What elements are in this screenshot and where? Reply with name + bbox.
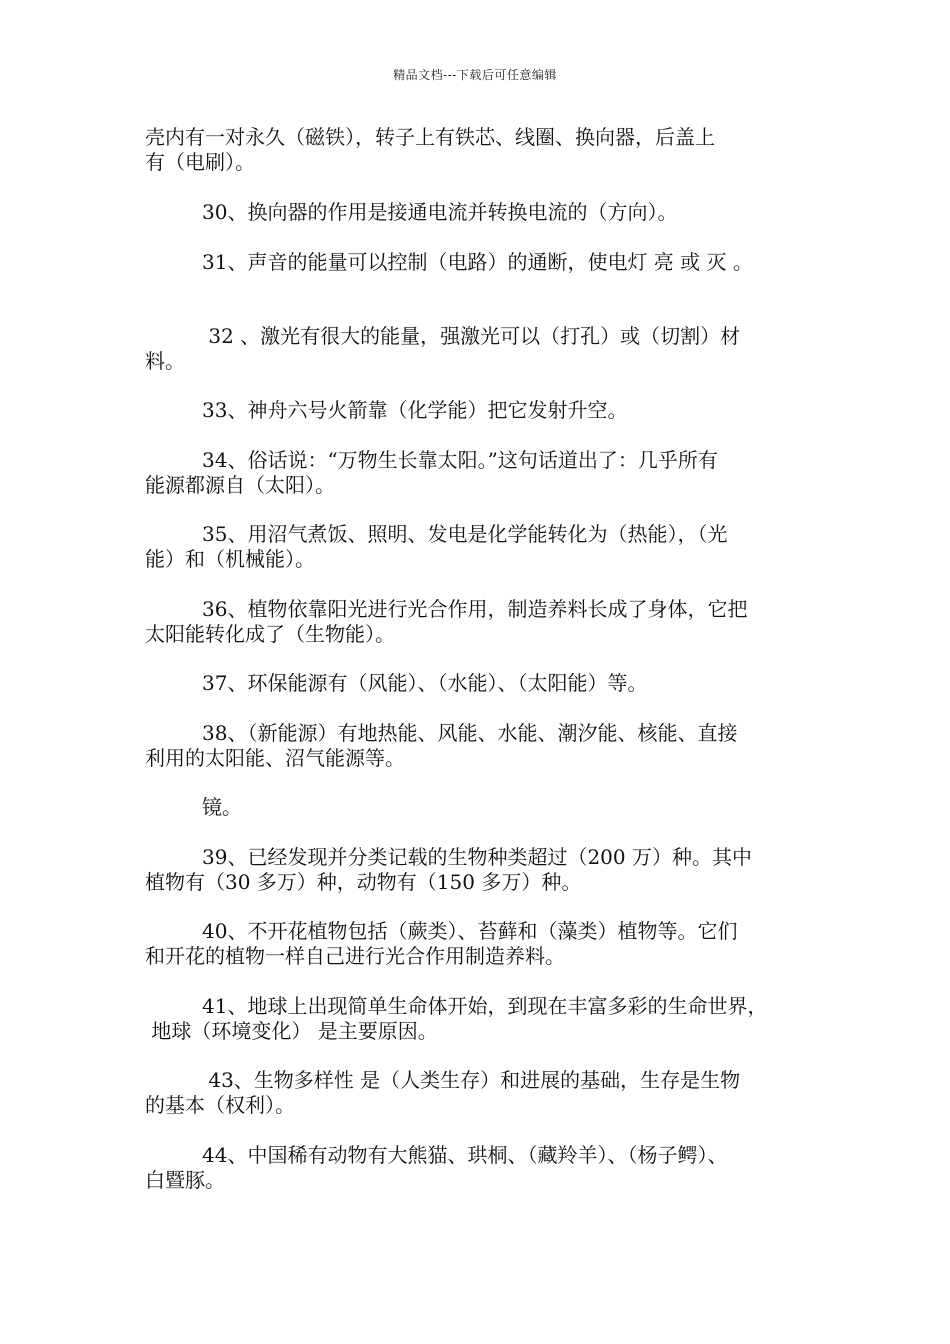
paragraph-33 [145,398,807,423]
paragraph-line: 太阳能转化成了（生物能）。 [145,622,395,646]
paragraph-line: 43、生物多样性 是（人类生存）和进展的基础，生存是生物 [202,1068,741,1092]
paragraph-line: 32 、激光有很大的能量，强激光可以（打孔）或（切割）材 [202,324,741,348]
document-body [145,120,807,1193]
paragraph-line: 38、（新能源）有地热能、风能、水能、潮汐能、核能、直接 [202,721,738,745]
paragraph-36 [145,597,807,647]
paragraph-line: 有（电刷）。 [145,150,255,174]
paragraph-43 [145,1068,807,1118]
paragraph-line: 36、植物依靠阳光进行光合作用，制造养料长成了身体，它把 [202,597,748,621]
paragraph-line: 和开花的植物一样自己进行光合作用制造养料。 [145,944,565,968]
paragraph-line: 能源都源自（太阳）。 [145,473,335,497]
paragraph-line: 40、不开花植物包括（蕨类）、苔藓和（藻类）植物等。它们 [202,919,738,943]
paragraph-line: 41、地球上出现简单生命体开始，到现在丰富多彩的生命世界， [202,994,768,1018]
paragraph-line: 34、俗话说：“万物生长靠太阳。”这句话道出了：几乎所有 [202,448,718,472]
paragraph-40 [145,919,807,969]
paragraph-31 [145,250,807,275]
paragraph-39 [145,845,807,895]
paragraph-line: 地球（环境变化） 是主要原因。 [145,1019,438,1043]
paragraph-41 [145,994,807,1044]
paragraph-35 [145,522,807,572]
paragraph-30 [145,200,807,225]
paragraph-line: 30、换向器的作用是接通电流并转换电流的（方向）。 [202,200,678,224]
paragraph-38 [145,721,807,771]
paragraph-line: 料。 [145,349,185,373]
paragraph-line: 能）和（机械能）。 [145,547,315,571]
paragraph-line: 35、用沼气煮饭、照明、发电是化学能转化为（热能），（光 [202,522,728,546]
paragraph-line: 植物有（30 多万）种，动物有（150 多万）种。 [145,870,582,894]
paragraph-line: 壳内有一对永久（磁铁），转子上有铁芯、线圈、换向器，后盖上 [145,125,715,149]
paragraph-line: 31、声音的能量可以控制（电路）的通断，使电灯 亮 或 灭 。 [202,250,753,274]
paragraph-line: 白暨豚。 [145,1168,225,1192]
paragraph-fragment [145,795,807,820]
paragraph-32 [145,324,807,374]
paragraph-line: 37、环保能源有（风能）、（水能）、（太阳能）等。 [202,671,648,695]
paragraph-37 [145,671,807,696]
paragraph-line: 44、中国稀有动物有大熊猫、珙桐、（藏羚羊）、（杨子鳄）、 [202,1143,728,1167]
paragraph-44 [145,1143,807,1193]
paragraph-line: 利用的太阳能、沼气能源等。 [145,746,405,770]
paragraph-line: 的基本（权利）。 [145,1093,295,1117]
paragraph-34 [145,448,807,498]
page-header: 精品文档---下载后可任意编辑 [393,68,557,82]
paragraph-line: 镜。 [202,795,242,819]
paragraph-motor [145,125,807,175]
paragraph-line: 33、神舟六号火箭靠（化学能）把它发射升空。 [202,398,628,422]
paragraph-line: 39、已经发现并分类记载的生物种类超过（200 万）种。其中 [202,845,752,869]
